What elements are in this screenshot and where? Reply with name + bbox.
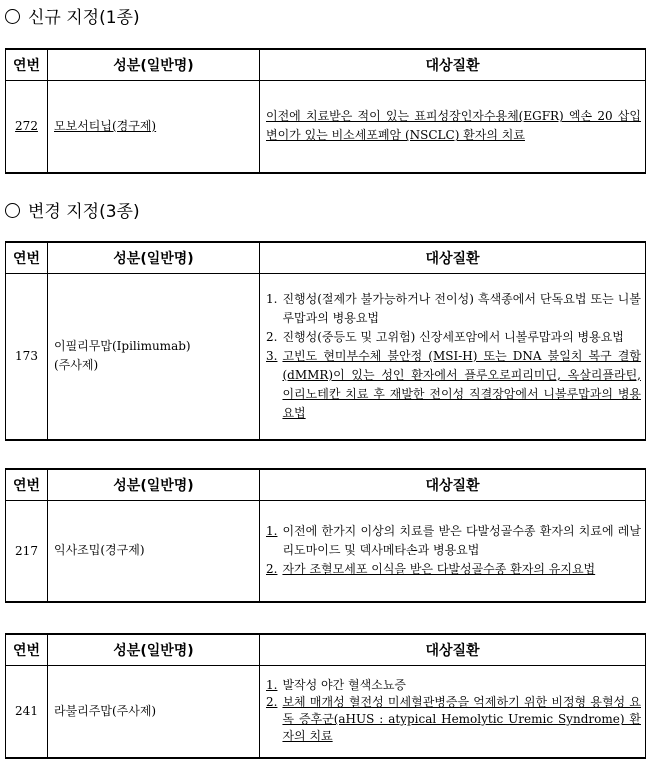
- header-ingredient: 성분(일반명): [48, 634, 260, 666]
- circle-bullet-icon: [5, 203, 20, 218]
- header-ingredient: 성분(일반명): [48, 242, 260, 274]
- list-item: 3. 고빈도 현미부수체 불안정 (MSI-H) 또는 DNA 불일치 복구 결함 (dMMR)이 있는 성인 환자에서 플루오로피리미딘, 옥살리플라틴, 이리노테칸 치료 후 재발한 전이성 직결장암에서 니볼루맙과의 병용요법: [266, 348, 641, 420]
- row-ingredient: 이필리무맙(Ipilimumab) (주사제): [48, 274, 260, 440]
- table-header-row: [6, 242, 646, 274]
- table-row: [6, 274, 646, 440]
- list-item: 2. 진행성(중등도 및 고위험) 신장세포암에서 니볼루맙과의 병용요법: [266, 329, 624, 344]
- header-no: 연번: [6, 634, 48, 666]
- table-header-row: [6, 49, 646, 81]
- row-ingredient: 모보서티닙(경구제): [48, 81, 260, 173]
- new-designation-table: [5, 48, 646, 174]
- list-item: 2. 보체 매개성 혈전성 미세혈관병증을 억제하기 위한 비정형 용혈성 요독 증후군(aHUS : atypical Hemolytic Uremic Syndrome) 환자의 치료: [266, 695, 641, 744]
- section-title-new: 신규 지정(1종): [5, 3, 140, 28]
- section-title-change: 변경 지정(3종): [5, 197, 140, 222]
- table-row: [6, 81, 646, 173]
- header-no: 연번: [6, 469, 48, 501]
- change-table-217: [5, 468, 646, 603]
- header-ingredient: 성분(일반명): [48, 49, 260, 81]
- list-item: 1. 발작성 야간 혈색소뇨증: [266, 678, 407, 693]
- row-condition: [260, 501, 646, 602]
- header-condition: 대상질환: [260, 242, 646, 274]
- table-row: [6, 501, 646, 602]
- row-ingredient: 익사조밉(경구제): [48, 501, 260, 602]
- table-row: [6, 666, 646, 758]
- row-condition: [260, 274, 646, 440]
- list-item: 1. 진행성(절제가 불가능하거나 전이성) 흑색종에서 단독요법 또는 니볼루맙과의 병용요법: [266, 291, 641, 325]
- list-item: 1. 이전에 한가지 이상의 치료를 받은 다발성골수종 환자의 치료에 레날리도마이드 및 덱사메타손과 병용요법: [266, 524, 641, 558]
- row-no: 217: [6, 501, 48, 602]
- header-condition: 대상질환: [260, 49, 646, 81]
- row-condition: 이전에 치료받은 적이 있는 표피성장인자수용체(EGFR) 엑손 20 삽입 변이가 있는 비소세포폐암 (NSCLC) 환자의 치료: [260, 81, 646, 173]
- header-condition: 대상질환: [260, 634, 646, 666]
- list-item: 2. 자가 조혈모세포 이식을 받은 다발성골수종 환자의 유지요법: [266, 562, 596, 577]
- table-header-row: [6, 469, 646, 501]
- header-ingredient: 성분(일반명): [48, 469, 260, 501]
- row-condition: [260, 666, 646, 758]
- row-ingredient: 라불리주맙(주사제): [48, 666, 260, 758]
- header-condition: 대상질환: [260, 469, 646, 501]
- circle-bullet-icon: [5, 9, 20, 24]
- header-no: 연번: [6, 49, 48, 81]
- table-header-row: [6, 634, 646, 666]
- change-table-241: [5, 633, 646, 759]
- row-no: 241: [6, 666, 48, 758]
- row-no: 173: [6, 274, 48, 440]
- row-no: 272: [6, 81, 48, 173]
- change-table-173: [5, 241, 646, 441]
- header-no: 연번: [6, 242, 48, 274]
